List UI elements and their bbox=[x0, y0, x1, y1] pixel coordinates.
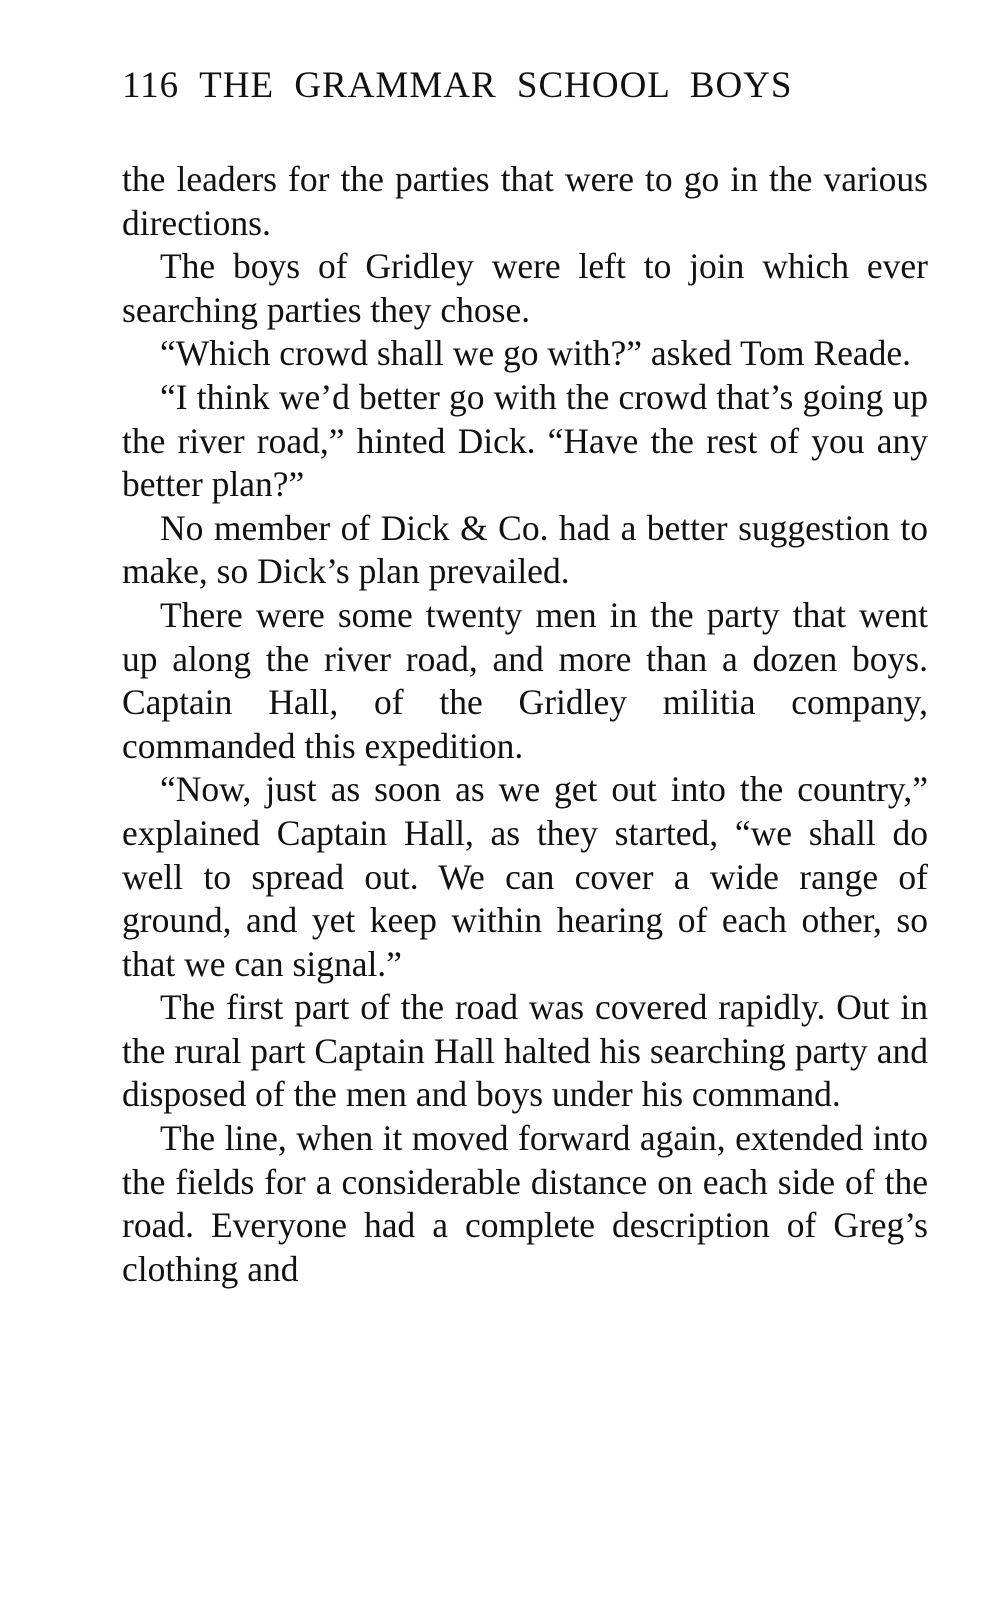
paragraph: There were some twenty men in the party that went up along the river road, and more than a dozen boys. Captain Hall, of the Gridley militia company, commanded this expedition. bbox=[122, 594, 928, 766]
book-title: THE GRAMMAR SCHOOL BOYS bbox=[199, 65, 793, 106]
paragraph: “Which crowd shall we go with?” asked Tom Reade. bbox=[160, 333, 911, 374]
book-page bbox=[122, 64, 928, 1291]
paragraph: “Now, just as soon as we get out into the country,” explained Captain Hall, as they started, “we shall do well to spread out. We can cover a wide range of ground, and yet keep within hearing of each other, so that we can signal.” bbox=[122, 769, 928, 984]
paragraph: No member of Dick & Co. had a better suggestion to make, so Dick’s plan prevailed. bbox=[122, 507, 928, 592]
paragraph: the leaders for the parties that were to go in the various directions. bbox=[122, 159, 928, 243]
paragraph: The first part of the road was covered rapidly. Out in the rural part Captain Hall halted his searching party and disposed of the men and boys under his command. bbox=[122, 987, 928, 1115]
body-text bbox=[122, 158, 928, 1291]
page-number: 116 bbox=[122, 65, 180, 106]
running-header bbox=[122, 64, 928, 122]
paragraph: The boys of Gridley were left to join which ever searching parties they chose. bbox=[122, 246, 928, 330]
paragraph: “I think we’d better go with the crowd that’s going up the river road,” hinted Dick. “Have the rest of you any better plan?” bbox=[122, 376, 928, 505]
paragraph: The line, when it moved forward again, extended into the fields for a considerable distance on each side of the road. Everyone had a complete description of Greg’s clothing and bbox=[122, 1118, 928, 1289]
